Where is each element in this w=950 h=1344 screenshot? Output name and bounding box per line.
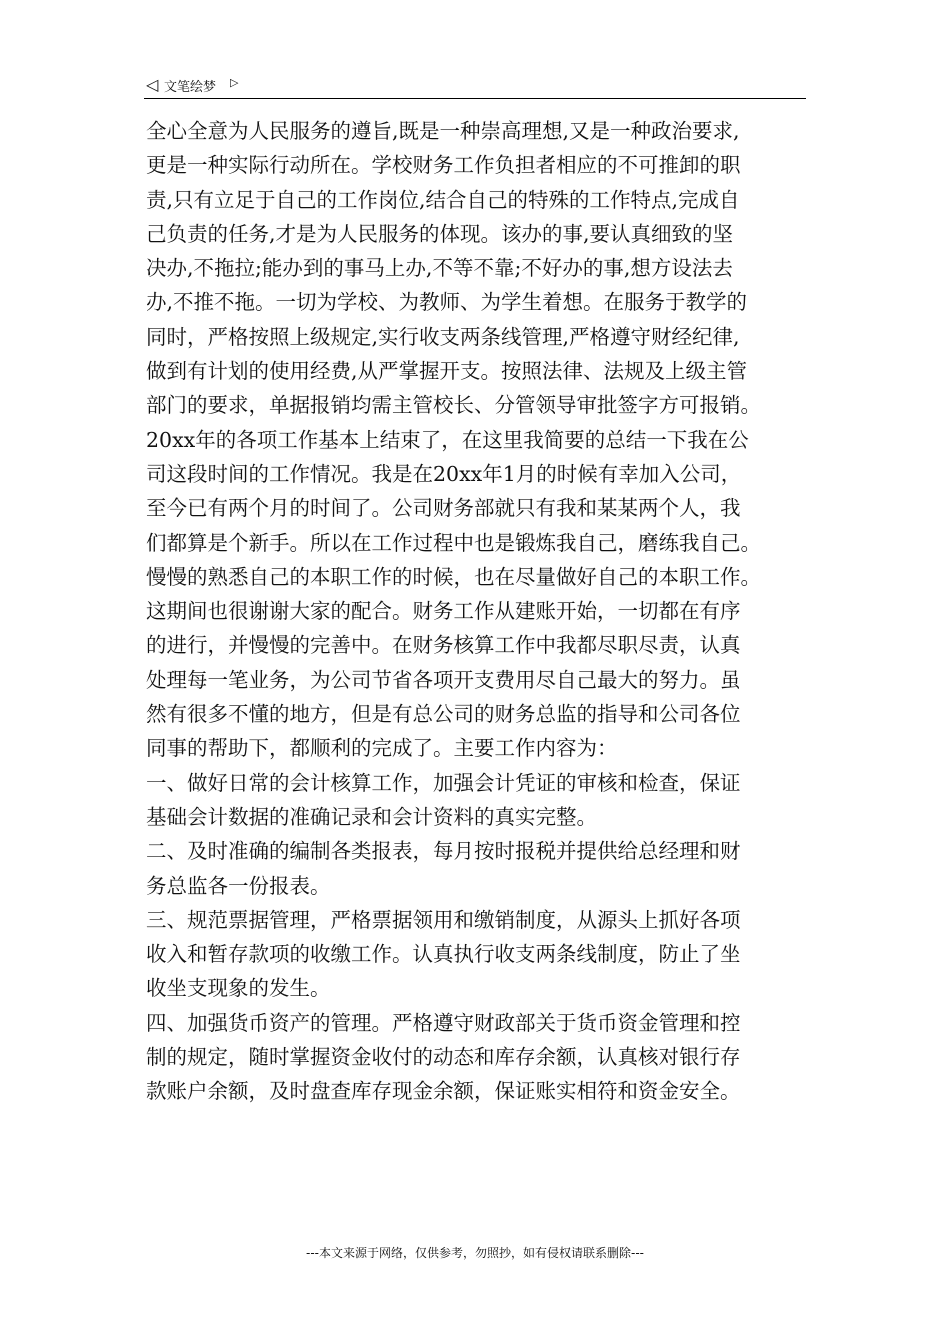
text-line: 收入和暂存款项的收缴工作。认真执行收支两条线制度，防止了坐 xyxy=(146,942,741,967)
text-line: 办,不推不拖。一切为学校、为教师、为学生着想。在服务于教学的 xyxy=(146,290,748,315)
text-line: 司这段时间的工作情况。我是在20xx年1月的时候有幸加入公司， xyxy=(146,461,742,486)
brand-title: 文笔绘梦 xyxy=(164,80,217,95)
text-line: 二、及时准确的编制各类报表，每月按时报税并提供给总经理和财 xyxy=(146,839,741,864)
footer-disclaimer: ---本文来源于网络，仅供参考，勿照抄，如有侵权请联系删除--- xyxy=(306,1246,644,1260)
text-line: 己负责的任务,才是为人民服务的体现。该办的事,要认真细致的坚 xyxy=(146,221,734,246)
text-line: 四、加强货币资产的管理。严格遵守财政部关于货币资金管理和控 xyxy=(146,1010,741,1035)
text-line: 做到有计划的使用经费,从严掌握开支。按照法律、法规及上级主管 xyxy=(146,359,748,384)
page-header xyxy=(144,72,806,99)
text-line: 责,只有立足于自己的工作岗位,结合自己的特殊的工作特点,完成自 xyxy=(146,187,740,212)
text-line: 部门的要求，单据报销均需主管校长、分管领导审批签字方可报销。 xyxy=(146,393,761,418)
text-line: 们都算是个新手。所以在工作过程中也是锻炼我自己，磨练我自己。 xyxy=(146,530,761,555)
text-line: 然有很多不懂的地方，但是有总公司的财务总监的指导和公司各位 xyxy=(146,702,741,727)
text-line: 全心全意为人民服务的遵旨,既是一种崇高理想,又是一种政治要求, xyxy=(146,119,740,143)
text-line: 款账户余额，及时盘查库存现金余额，保证账实相符和资金安全。 xyxy=(146,1079,741,1104)
text-line: 决办,不拖拉;能办到的事马上办,不等不靠;不好办的事,想方设法去 xyxy=(146,256,733,281)
text-line: 至今已有两个月的时间了。公司财务部就只有我和某某两个人，我 xyxy=(146,496,741,521)
text-line: 基础会计数据的准确记录和会计资料的真实完整。 xyxy=(146,804,597,829)
text-line: 同时，严格按照上级规定,实行收支两条线管理,严格遵守财经纪律, xyxy=(146,324,740,349)
text-line: 20xx年的各项工作基本上结束了，在这里我简要的总结一下我在公 xyxy=(146,427,749,452)
text-line: 制的规定，随时掌握资金收付的动态和库存余额，认真核对银行存 xyxy=(146,1045,741,1070)
text-line: 的进行，并慢慢的完善中。在财务核算工作中我都尽职尽责，认真 xyxy=(146,633,741,658)
document-body xyxy=(146,114,808,1109)
text-line: 一、做好日常的会计核算工作，加强会计凭证的审核和检查，保证 xyxy=(146,770,741,795)
text-line: 慢慢的熟悉自己的本职工作的时候，也在尽量做好自己的本职工作。 xyxy=(146,564,761,589)
text-line: 这期间也很谢谢大家的配合。财务工作从建账开始，一切都在有序 xyxy=(146,599,741,624)
text-line: 三、规范票据管理，严格票据领用和缴销制度，从源头上抓好各项 xyxy=(146,907,741,932)
left-triangle-icon: ◁ xyxy=(146,75,159,94)
right-triangle-icon: ▷ xyxy=(230,76,239,89)
text-line: 收坐支现象的发生。 xyxy=(146,976,331,1001)
text-line: 处理每一笔业务，为公司节省各项开支费用尽自己最大的努力。虽 xyxy=(146,667,741,692)
text-line: 更是一种实际行动所在。学校财务工作负担者相应的不可推卸的职 xyxy=(146,153,741,178)
text-line: 务总监各一份报表。 xyxy=(146,873,331,898)
text-line: 同事的帮助下，都顺利的完成了。主要工作内容为： xyxy=(146,736,618,761)
